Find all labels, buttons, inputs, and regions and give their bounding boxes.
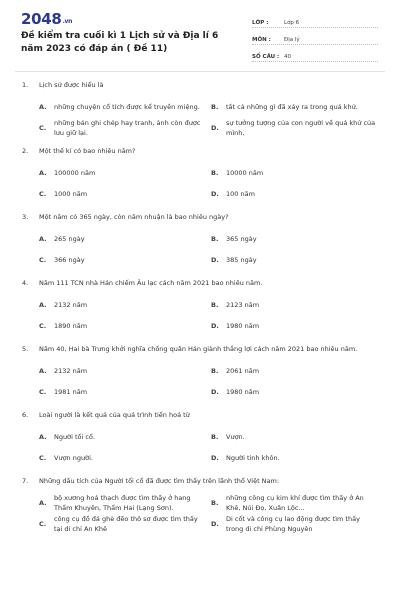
option-letter: D. [211,189,219,198]
option-letter: B. [211,234,219,243]
question-body: Lịch sử được hiểu là [39,81,104,89]
option-letter: D. [211,321,219,330]
option-letter: A. [39,366,47,375]
question-number: 2. [22,147,29,155]
option-letter: C. [39,189,47,198]
option-text: 1000 năm [54,189,88,198]
question-body: Một thế kỉ có bao nhiêu năm? [39,147,136,155]
question-text [22,476,378,486]
question-text [22,212,378,222]
answer-option[interactable] [211,96,383,117]
answer-option[interactable] [39,228,211,249]
answer-option[interactable] [211,162,383,183]
answer-option[interactable] [211,447,383,468]
answer-option[interactable] [211,492,383,513]
answer-option[interactable] [39,426,211,447]
option-letter: B. [211,366,219,375]
option-letter: D. [211,387,219,396]
option-text: 2132 năm [54,300,88,309]
option-letter: A. [39,168,47,177]
answer-option[interactable] [39,360,211,381]
answer-option[interactable] [211,228,383,249]
question-item [22,410,378,468]
question-item [22,212,378,270]
logo-domain: .vn [62,18,73,25]
option-letter: D. [211,123,219,132]
answer-option[interactable] [211,117,383,138]
option-letter: A. [39,498,47,507]
option-text: những chuyện cổ tích được kể truyền miệng. [54,102,200,111]
option-text: 365 ngày [226,234,257,243]
option-text: 1981 năm [54,387,88,396]
option-text: tất cả những gì đã xảy ra trong quá khứ. [226,102,358,111]
answer-option[interactable] [211,249,383,270]
question-text [22,80,378,90]
option-text: Người tinh khôn. [226,453,280,462]
answer-option[interactable] [39,96,211,117]
option-letter: B. [211,432,219,441]
question-body: Những dấu tích của Người tối cổ đã được tìm thấy trên lãnh thổ Việt Nam: [39,477,280,485]
option-letter: C. [39,519,47,528]
answer-option[interactable] [211,381,383,402]
question-item [22,278,378,336]
question-number: 3. [22,213,29,221]
answer-option[interactable] [39,492,211,513]
answer-option[interactable] [39,513,211,534]
option-letter: B. [211,102,219,111]
meta-value: Địa lý [284,37,300,43]
option-text: công cụ đồ đá ghè đẽo thô sơ được tìm thấy tại di chỉ An Khê [54,514,198,533]
question-item [22,146,378,204]
document-title: Đề kiểm tra cuối kì 1 Lịch sử và Địa lí 6 năm 2023 có đáp án ( Đề 11) [21,31,219,54]
answer-option[interactable] [39,162,211,183]
option-text: Vượn người. [54,453,93,462]
option-letter: B. [211,300,219,309]
option-letter: A. [39,102,47,111]
answer-options [22,228,378,270]
question-item [22,476,378,534]
question-number: 6. [22,411,29,419]
question-body: Loài người là kết quả của quá trình tiến hoá từ [39,411,190,419]
option-text: 2123 năm [226,300,260,309]
site-logo[interactable] [21,10,72,28]
question-item [22,80,378,138]
answer-options [22,426,378,468]
question-text [22,278,378,288]
question-number: 5. [22,345,29,353]
answer-option[interactable] [39,183,211,204]
answer-option[interactable] [39,294,211,315]
answer-option[interactable] [39,315,211,336]
option-letter: A. [39,234,47,243]
question-number: 4. [22,279,29,287]
option-letter: C. [39,255,47,264]
answer-options [22,162,378,204]
option-text: những bản ghi chép hay tranh, ảnh còn được lưu giữ lại. [54,118,201,137]
option-text: 1980 năm [226,321,260,330]
option-text: Vượn. [226,432,245,441]
answer-option[interactable] [39,381,211,402]
option-letter: D. [211,453,219,462]
option-text: bộ xương hoá thạch được tìm thấy ở hang Thẩm Khuyên, Thẩm Hai (Lạng Sơn). [54,493,191,512]
meta-value: 40 [284,54,291,60]
option-text: 2061 năm [226,366,260,375]
option-letter: D. [211,519,219,528]
option-letter: C. [39,387,47,396]
option-text: 1980 năm [226,387,260,396]
answer-option[interactable] [211,294,383,315]
answer-option[interactable] [39,249,211,270]
option-letter: B. [211,498,219,507]
option-text: 2132 năm [54,366,88,375]
option-text: Di cốt và công cụ lao động được tìm thấy trong di chỉ Phùng Nguyên [226,514,360,533]
meta-panel [252,14,378,65]
answer-options [22,492,378,534]
answer-options [22,294,378,336]
option-text: 10000 năm [226,168,264,177]
option-letter: A. [39,432,47,441]
header-divider [15,71,385,72]
meta-value: Lớp 6 [284,20,300,26]
option-text: 100 năm [226,189,255,198]
option-text: sự tưởng tượng của con người về quá khứ của mình, [226,118,376,137]
answer-options [22,96,378,138]
question-body: Năm 111 TCN nhà Hán chiếm Âu lạc cách năm 2021 bao nhiêu năm. [39,279,263,287]
option-letter: A. [39,300,47,309]
question-number: 7. [22,477,29,485]
question-number: 1. [22,81,29,89]
question-item [22,344,378,402]
option-text: những công cụ kim khí được tìm thấy ở An Khê, Núi Đọ, Xuân Lộc... [226,493,364,512]
meta-row-class [252,14,378,28]
question-body: Năm 40, Hai bà Trưng khởi nghĩa chống quân Hán giành thắng lợi cách năm 2021 bao nhiêu năm. [39,345,358,353]
option-letter: C. [39,321,47,330]
question-text [22,344,378,354]
answer-option[interactable] [211,360,383,381]
option-text: 366 ngày [54,255,85,264]
option-text: 1890 năm [54,321,88,330]
option-text: Người tối cổ. [54,432,95,441]
question-text [22,146,378,156]
question-body: Một năm có 365 ngày, còn năm nhuận là bao nhiêu ngày? [39,213,229,221]
meta-row-count [252,48,378,62]
meta-row-subject [252,31,378,45]
option-letter: B. [211,168,219,177]
option-letter: C. [39,123,47,132]
option-text: 385 ngày [226,255,257,264]
answer-option[interactable] [211,315,383,336]
logo-text: 2048 [21,10,62,28]
answer-option[interactable] [211,513,383,534]
question-text [22,410,378,420]
option-text: 100000 năm [54,168,96,177]
answer-option[interactable] [211,183,383,204]
answer-option[interactable] [39,117,211,138]
answer-option[interactable] [39,447,211,468]
meta-key: MÔN : [252,37,271,43]
answer-options [22,360,378,402]
question-list [22,80,378,542]
option-letter: C. [39,453,47,462]
answer-option[interactable] [211,426,383,447]
option-text: 265 ngày [54,234,85,243]
meta-key: SỐ CÂU : [252,54,280,60]
option-letter: D. [211,255,219,264]
meta-key: LỚP : [252,20,269,26]
